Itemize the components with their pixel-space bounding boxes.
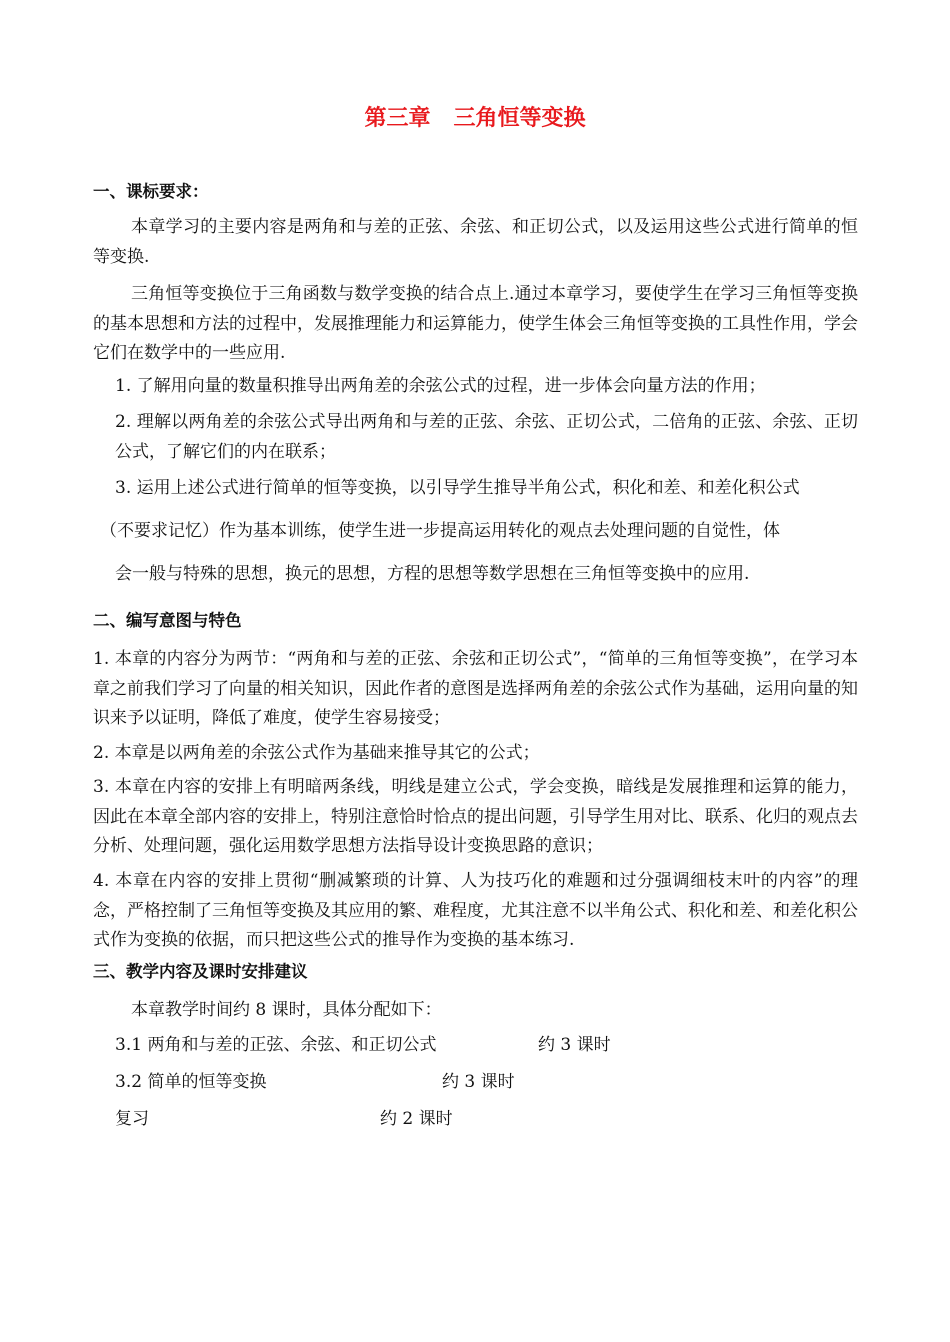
schedule-hours: 约 3 课时 xyxy=(538,1035,611,1055)
schedule-topic: 3.1 两角和与差的正弦、余弦、和正切公式 xyxy=(115,1035,437,1055)
section-heading-standards: 一、课标要求： xyxy=(93,182,209,201)
schedule-row xyxy=(115,1107,149,1131)
schedule-topic: 复习 xyxy=(115,1109,149,1129)
standards-item-2: 2. 理解以两角差的余弦公式导出两角和与差的正弦、余弦、正切公式，二倍角的正弦、余弦、正切公式，了解它们的内在联系； xyxy=(115,412,858,462)
schedule-row xyxy=(115,1070,266,1094)
section-heading-schedule: 三、教学内容及课时安排建议 xyxy=(93,962,308,981)
standards-item-3-line-2: （不要求记忆）作为基本训练，使学生进一步提高运用转化的观点去处理问题的自觉性，体 xyxy=(100,521,780,541)
schedule-hours: 约 2 课时 xyxy=(380,1109,453,1129)
design-item-1: 1. 本章的内容分为两节：“两角和与差的正弦、余弦和正切公式”，“简单的三角恒等变换”，在学习本章之前我们学习了向量的相关知识，因此作者的意图是选择两角差的余弦公式作为基础，运用向量的知识来予以证明，降低了难度，使学生容易接受； xyxy=(93,649,858,728)
standards-paragraph-1: 本章学习的主要内容是两角和与差的正弦、余弦、和正切公式，以及运用这些公式进行简单的恒等变换. xyxy=(93,217,858,267)
schedule-topic: 3.2 简单的恒等变换 xyxy=(115,1072,267,1092)
standards-item-3-line-3: 会一般与特殊的思想，换元的思想，方程的思想等数学思想在三角恒等变换中的应用. xyxy=(115,564,750,584)
schedule-hours: 约 3 课时 xyxy=(442,1072,515,1092)
standards-item-1: 1. 了解用向量的数量积推导出两角差的余弦公式的过程，进一步体会向量方法的作用； xyxy=(115,376,766,396)
design-item-4: 4. 本章在内容的安排上贯彻“删减繁琐的计算、人为技巧化的难题和过分强调细枝末叶的内容”的理念，严格控制了三角恒等变换及其应用的繁、难程度，尤其注意不以半角公式、积化和差、和差化积公式作为变换的依据，而只把这些公式的推导作为变换的基本练习. xyxy=(93,871,858,950)
schedule-row xyxy=(115,1033,436,1057)
standards-item-3-line-1: 3. 运用上述公式进行简单的恒等变换，以引导学生推导半角公式，积化和差、和差化积公式 xyxy=(115,478,800,498)
schedule-intro: 本章教学时间约 8 课时，具体分配如下： xyxy=(131,1000,442,1020)
design-item-2: 2. 本章是以两角差的余弦公式作为基础来推导其它的公式； xyxy=(93,743,540,763)
design-item-3: 3. 本章在内容的安排上有明暗两条线，明线是建立公式，学会变换，暗线是发展推理和运算的能力，因此在本章全部内容的安排上，特别注意恰时恰点的提出问题，引导学生用对比、联系、化归的观点去分析、处理问题，强化运用数学思想方法指导设计变换思路的意识； xyxy=(93,777,858,856)
chapter-title: 第三章 三角恒等变换 xyxy=(364,105,586,131)
section-heading-design-intent: 二、编写意图与特色 xyxy=(93,611,242,630)
standards-paragraph-2: 三角恒等变换位于三角函数与数学变换的结合点上.通过本章学习，要使学生在学习三角恒等变换的基本思想和方法的过程中，发展推理能力和运算能力，使学生体会三角恒等变换的工具性作用，学会它们在数学中的一些应用. xyxy=(93,284,858,363)
